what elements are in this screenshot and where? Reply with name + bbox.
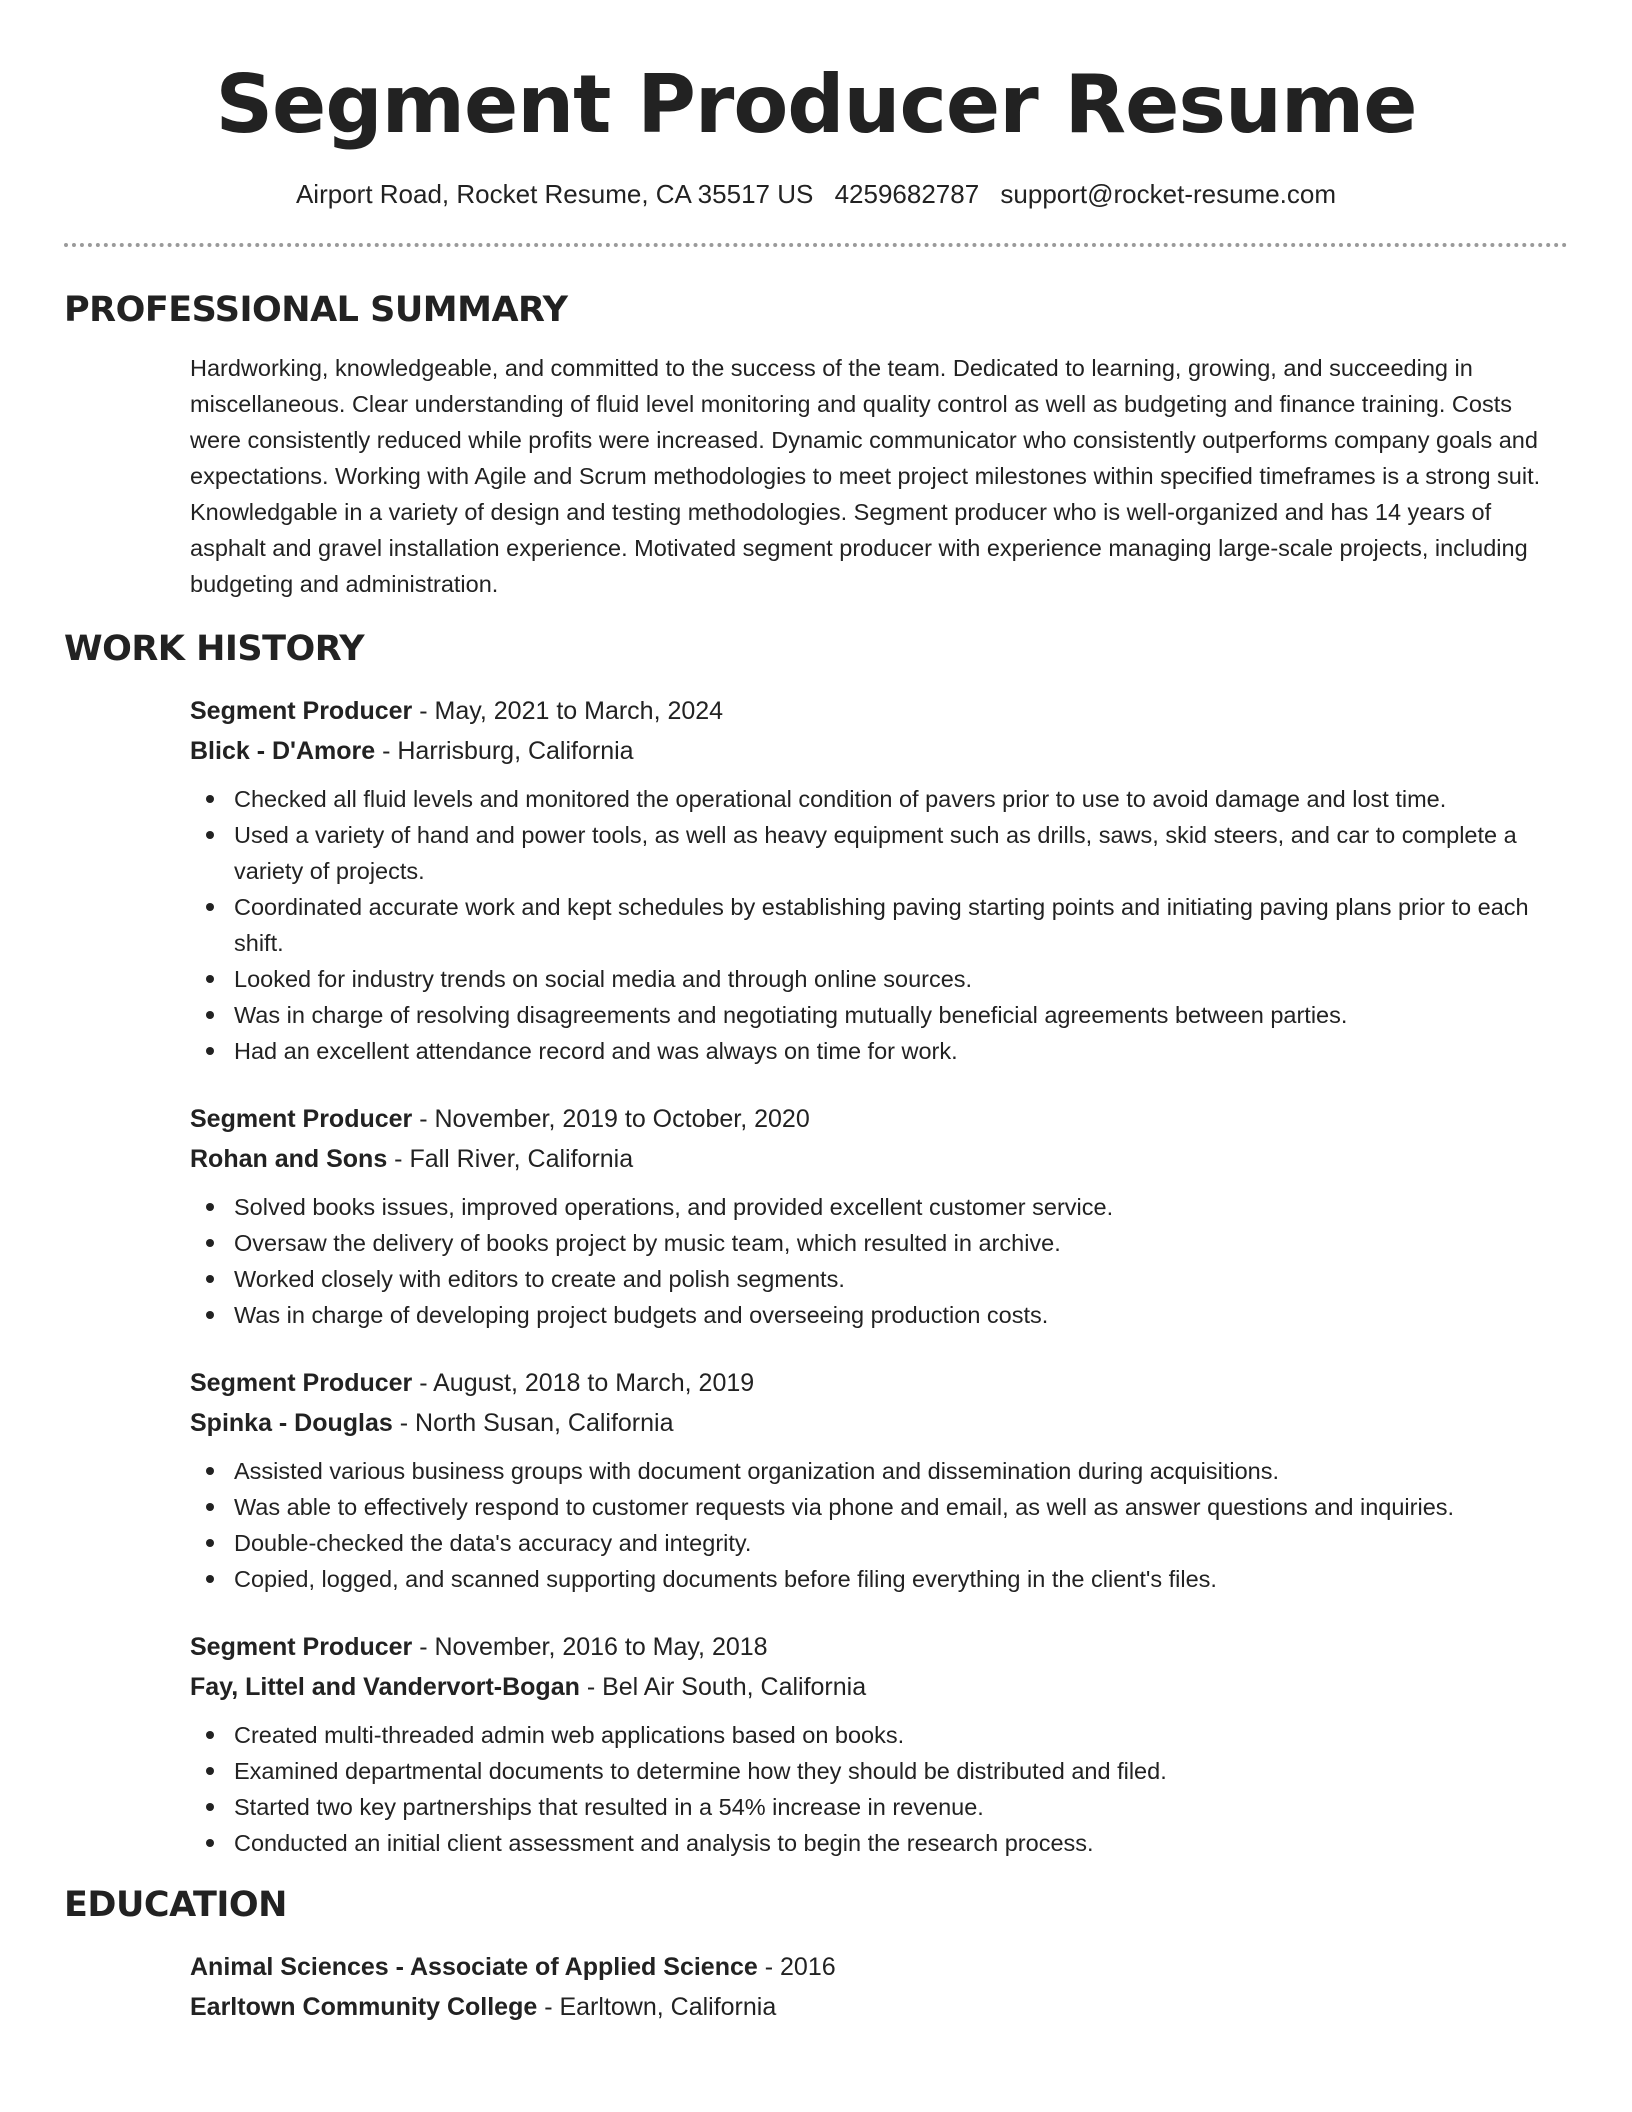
resume-header [64, 0, 1568, 247]
resume-title: Segment Producer Resume [215, 58, 1417, 151]
education-year: - 2016 [757, 1953, 836, 1981]
job-location: - Bel Air South, California [579, 1673, 867, 1701]
list-item: Double-checked the data's accuracy and integrity. [234, 1525, 1568, 1561]
job-bullets [190, 1453, 1568, 1597]
list-item: Was in charge of resolving disagreements and negotiating mutually beneficial agreements between parties. [234, 997, 1568, 1033]
education-body [190, 1947, 1568, 2027]
job-title-line [190, 691, 1568, 731]
job-entry [190, 1627, 1568, 1861]
job-dates: - November, 2016 to May, 2018 [412, 1633, 768, 1661]
job-bullets [190, 1717, 1568, 1861]
job-company-line [190, 1403, 1568, 1443]
job-role: Segment Producer [190, 1633, 413, 1661]
list-item: Was in charge of developing project budgets and overseeing production costs. [234, 1297, 1568, 1333]
job-company: Rohan and Sons [190, 1145, 388, 1173]
job-dates: - May, 2021 to March, 2024 [412, 697, 724, 725]
list-item: Started two key partnerships that resulted in a 54% increase in revenue. [234, 1789, 1568, 1825]
summary-section [64, 288, 1568, 602]
work-history-body [190, 691, 1568, 1861]
list-item: Coordinated accurate work and kept schedules by establishing paving starting points and initiating paving plans prior to each shift. [234, 889, 1568, 961]
contact-phone: 4259682787 [834, 179, 980, 209]
job-company-line [190, 1139, 1568, 1179]
summary-body [190, 350, 1568, 602]
resume-page [64, 0, 1568, 2027]
job-role: Segment Producer [190, 697, 413, 725]
list-item: Checked all fluid levels and monitored the operational condition of pavers prior to use to avoid damage and lost time. [234, 781, 1568, 817]
summary-heading: PROFESSIONAL SUMMARY [64, 290, 568, 330]
job-entry [190, 1363, 1568, 1597]
header-divider [64, 243, 1568, 247]
contact-line [64, 177, 1568, 211]
job-dates: - August, 2018 to March, 2019 [412, 1369, 755, 1397]
job-location: - Harrisburg, California [375, 737, 634, 765]
work-history-section [64, 627, 1568, 1861]
job-location: - Fall River, California [387, 1145, 634, 1173]
list-item: Assisted various business groups with document organization and dissemination during acquisitions. [234, 1453, 1568, 1489]
list-item: Had an excellent attendance record and was always on time for work. [234, 1033, 1568, 1069]
job-dates: - November, 2019 to October, 2020 [412, 1105, 810, 1133]
list-item: Oversaw the delivery of books project by music team, which resulted in archive. [234, 1225, 1568, 1261]
list-item: Looked for industry trends on social media and through online sources. [234, 961, 1568, 997]
job-entry [190, 691, 1568, 1069]
education-heading: EDUCATION [64, 1885, 287, 1925]
education-section [64, 1883, 1568, 2027]
job-role: Segment Producer [190, 1105, 413, 1133]
job-company-line [190, 731, 1568, 771]
job-company: Blick - D'Amore [190, 737, 376, 765]
job-title-line [190, 1099, 1568, 1139]
list-item: Solved books issues, improved operations, and provided excellent customer service. [234, 1189, 1568, 1225]
job-location: - North Susan, California [392, 1409, 674, 1437]
education-school-line [190, 1987, 1568, 2027]
education-degree: Animal Sciences - Associate of Applied Science [190, 1953, 758, 1981]
education-school: Earltown Community College [190, 1993, 538, 2021]
job-company: Fay, Littel and Vandervort-Bogan [190, 1673, 580, 1701]
list-item: Used a variety of hand and power tools, as well as heavy equipment such as drills, saws, skid steers, and car to complete a variety of projects. [234, 817, 1568, 889]
job-title-line [190, 1363, 1568, 1403]
job-company-line [190, 1667, 1568, 1707]
work-history-heading: WORK HISTORY [64, 629, 365, 669]
job-entry [190, 1099, 1568, 1333]
job-bullets [190, 781, 1568, 1069]
contact-address: Airport Road, Rocket Resume, CA 35517 US [295, 179, 814, 209]
education-degree-line [190, 1947, 1568, 1987]
education-location: - Earltown, California [537, 1993, 777, 2021]
job-title-line [190, 1627, 1568, 1667]
job-role: Segment Producer [190, 1369, 413, 1397]
list-item: Was able to effectively respond to customer requests via phone and email, as well as answer questions and inquiries. [234, 1489, 1568, 1525]
job-bullets [190, 1189, 1568, 1333]
list-item: Created multi-threaded admin web applications based on books. [234, 1717, 1568, 1753]
job-company: Spinka - Douglas [190, 1409, 393, 1437]
list-item: Conducted an initial client assessment and analysis to begin the research process. [234, 1825, 1568, 1861]
list-item: Worked closely with editors to create and polish segments. [234, 1261, 1568, 1297]
list-item: Examined departmental documents to determine how they should be distributed and filed. [234, 1753, 1568, 1789]
summary-text: Hardworking, knowledgeable, and committed to the success of the team. Dedicated to learning, growing, and succeeding in miscellaneous. Clear understanding of fluid level monitoring and quality control as well as budgeting and finance training. Costs were consistently reduced while profits were increased. Dynamic communicator who consistently outperforms company goals and expectations. Working with Agile and Scrum methodologies to meet project milestones within specified timeframes is a strong suit. Knowledgable in a variety of design and testing methodologies. Segment producer who is well-organized and has 14 years of asphalt and gravel installation experience. Motivated segment producer with experience managing large-scale projects, including budgeting and administration. [190, 355, 1541, 597]
list-item: Copied, logged, and scanned supporting documents before filing everything in the client's files. [234, 1561, 1568, 1597]
contact-email: support@rocket-resume.com [1000, 179, 1337, 209]
